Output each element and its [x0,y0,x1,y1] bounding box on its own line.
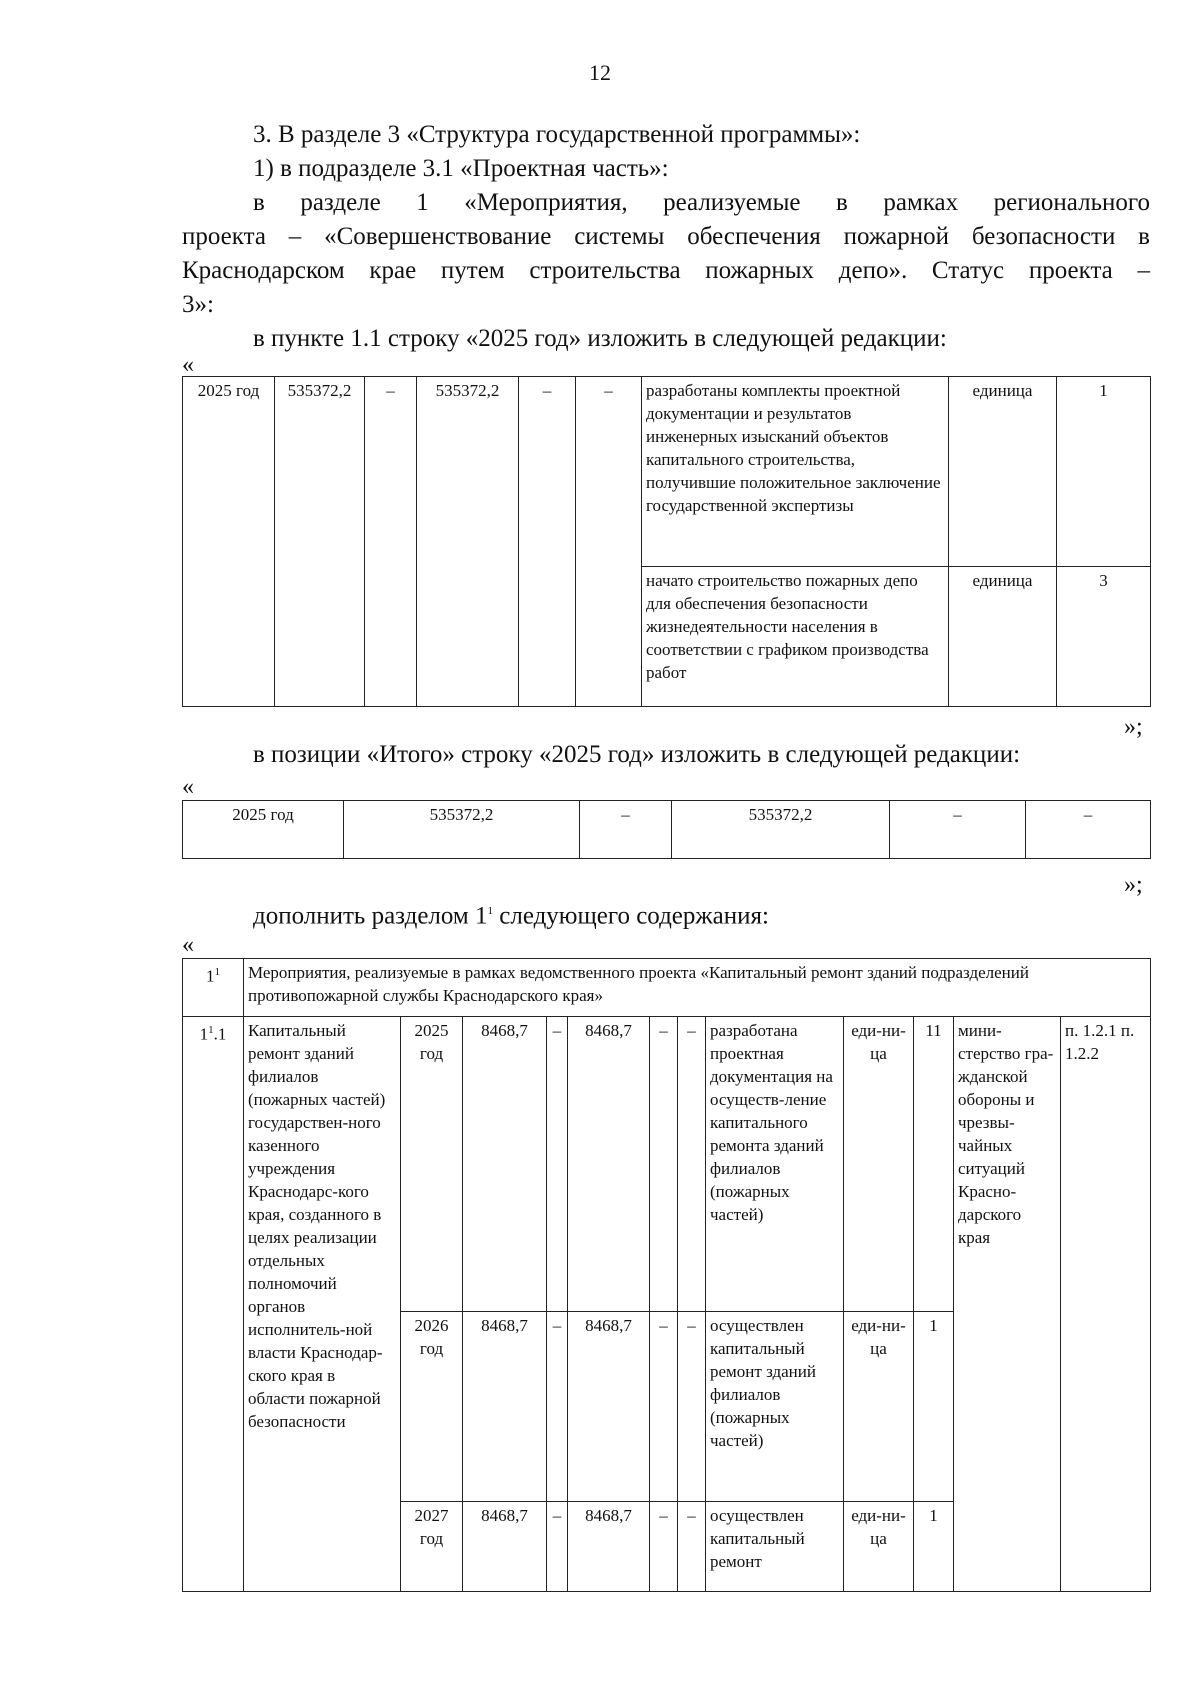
vb-cell: – [678,1502,706,1592]
section-title: Мероприятия, реализуемые в рамках ведомственного проекта «Капитальный ремонт зданий подразделений противопожарной службы Краснодарского края» [244,959,1151,1017]
mb-cell: – [650,1312,678,1502]
fb-cell: – [365,377,417,707]
add-section-instruction: дополнить разделом $1^1$ следующего содержания: [253,902,769,930]
vb-cell: – [576,377,642,707]
value-cell: 1 [914,1502,954,1592]
result-text: разработаны комплекты проектной документации и результатов инженерных изысканий объектов капитального строительства, получившие положительное заключение государственной экспертизы [642,377,949,567]
year-cell: 2025 год [183,377,275,707]
kb-cell: 8468,7 [568,1017,650,1312]
fb-cell: – [580,801,672,859]
total-cell: 8468,7 [463,1502,547,1592]
intro-line-7: в пункте 1.1 строку «2025 год» изложить в следующей редакции: [253,325,947,352]
total-cell: 8468,7 [463,1017,547,1312]
vb-cell: – [678,1312,706,1502]
value-cell: 3 [1057,567,1151,707]
year-cell: 2026 год [401,1312,463,1502]
unit-cell: еди-ни-ца [844,1312,914,1502]
mb-cell: – [650,1502,678,1592]
page-number: 12 [589,60,611,85]
refs-cell: п. 1.2.1 п. 1.2.2 [1061,1017,1151,1592]
itogo-instruction: в позиции «Итого» строку «2025 год» изложить в следующей редакции: [253,741,1021,768]
result-text: осуществлен капитальный ремонт [706,1502,844,1592]
intro-line-1: 3. В разделе 3 «Структура государственной программы»: [253,121,861,148]
table-section-1-1 [182,958,1151,1592]
fb-cell: – [547,1502,568,1592]
close-quote: »; [1124,872,1143,898]
responsible-org: мини-стерство гра-жданской обороны и чрезвы-чайных ситуаций Красно-дарского края [954,1017,1061,1592]
mb-cell: – [890,801,1026,859]
value-cell: 1 [1057,377,1151,567]
unit-cell: еди-ни-ца [844,1502,914,1592]
kb-cell: 535372,2 [672,801,890,859]
close-quote: »; [1124,714,1143,740]
table-2025-row [182,376,1151,707]
intro-line-2: 1) в подразделе 3.1 «Проектная часть»: [253,155,669,182]
value-cell: 11 [914,1017,954,1312]
unit-cell: единица [949,377,1057,567]
table-itogo-2025 [182,800,1151,859]
open-quote: « [182,352,194,378]
unit-cell: еди-ни-ца [844,1017,914,1312]
kb-cell: 535372,2 [417,377,519,707]
open-quote: « [182,932,194,958]
result-text: начато строительство пожарных депо для обеспечения безопасности жизнедеятельности населения в соответствии с графиком производства работ [642,567,949,707]
vb-cell: – [678,1017,706,1312]
year-cell: 2027 год [401,1502,463,1592]
intro-line-4: проекта – «Совершенствование системы обеспечения пожарной безопасности в [182,223,1150,250]
mb-cell: – [650,1017,678,1312]
year-cell: 2025 год [401,1017,463,1312]
item-number: $1^1.1$ [183,1017,244,1592]
item-name: Капитальный ремонт зданий филиалов (пожарных частей) государствен-ного казенного учреждения Краснодарс-кого края, созданного в целях реализации отдельных полномочий органов исполнитель-ной власти Краснодар-ского края в области пожарной безопасности [244,1017,401,1592]
intro-line-3: в разделе 1 «Мероприятия, реализуемые в рамках регионального [253,189,1150,216]
open-quote: « [182,774,194,800]
section-number: $1^1$ [183,959,244,1017]
kb-cell: 8468,7 [568,1312,650,1502]
total-cell: 535372,2 [275,377,365,707]
value-cell: 1 [914,1312,954,1502]
intro-line-6: 3»: [182,291,214,318]
result-text: осуществлен капитальный ремонт зданий филиалов (пожарных частей) [706,1312,844,1502]
fb-cell: – [547,1312,568,1502]
fb-cell: – [547,1017,568,1312]
intro-line-5: Краснодарском крае путем строительства пожарных депо». Статус проекта – [182,257,1150,284]
result-text: разработана проектная документация на осуществ-ление капитального ремонта зданий филиалов (пожарных частей) [706,1017,844,1312]
vb-cell: – [1026,801,1151,859]
total-cell: 8468,7 [463,1312,547,1502]
year-cell: 2025 год [183,801,344,859]
total-cell: 535372,2 [344,801,580,859]
mb-cell: – [519,377,576,707]
unit-cell: единица [949,567,1057,707]
kb-cell: 8468,7 [568,1502,650,1592]
